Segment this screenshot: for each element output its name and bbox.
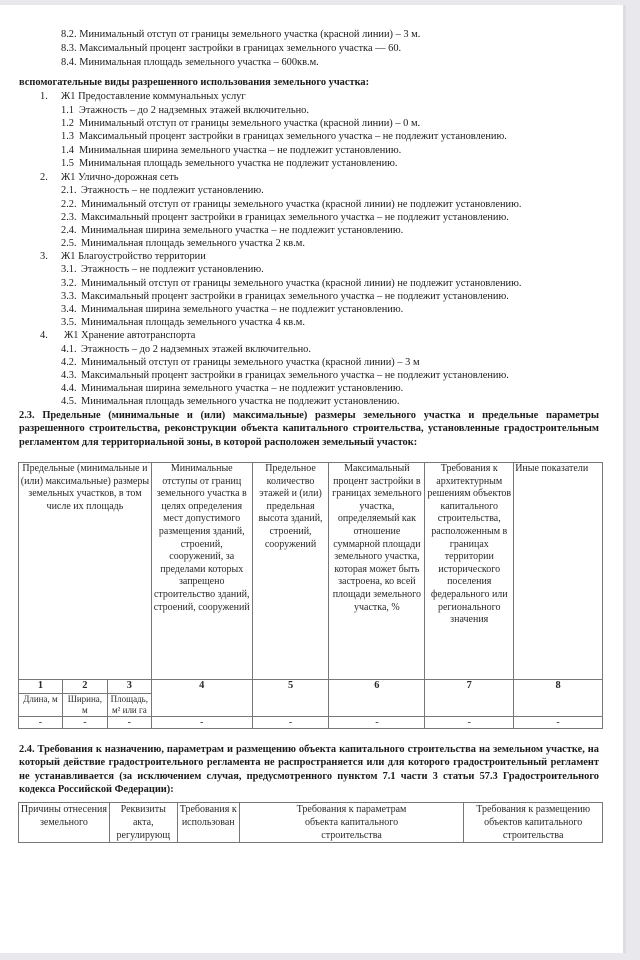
header-cell: Требования к архитектурным решениям объектов капитального строительства, расположенным в границах территории исторического поселения федерального или регионального значения	[425, 463, 514, 680]
list-item	[61, 343, 311, 356]
item-number: 4.2.	[61, 357, 77, 368]
item-text: Минимальная площадь земельного участка – 600кв.м.	[79, 57, 319, 68]
value-cell: -	[514, 716, 603, 728]
item-number: 8.4.	[61, 57, 77, 68]
header-cell	[177, 803, 239, 843]
group-number: 3.	[40, 251, 48, 262]
item-number: 3.2.	[61, 278, 77, 289]
item-text: Этажность – не подлежит установлению.	[81, 185, 264, 196]
item-number: 3.3.	[61, 291, 77, 302]
header-text: Требования к использован	[179, 804, 237, 828]
item-text: Минимальная ширина земельного участка – не подлежит установлению.	[81, 383, 404, 394]
item-number: 1.2	[61, 118, 74, 129]
section-2-4-heading: 2.4. Требования к назначению, параметрам и размещению объекта капитального строительства на земельном участке, на который действие градостроительного регламента не распространяется или для которого градостроительный регламент не устанавливается (за исключением случая, предусмотренного пунктом 7.1 части 3 статьи 57.3 Градостроительного кодекса Российской Федерации):	[19, 744, 599, 796]
list-item	[61, 184, 264, 197]
column-number: 4	[151, 680, 252, 717]
item-number: 1.1	[61, 105, 74, 116]
list-item	[61, 316, 305, 329]
header-cell: Минимальные отступы от границ земельного участка в целях определения мест допустимого размещения зданий, строений, сооружений, за пределами которых запрещено строительство зданий, строений, сооружений	[151, 463, 252, 680]
item-text: Минимальная площадь земельного участка 4 кв.м.	[81, 317, 305, 328]
column-number: 8	[514, 680, 603, 717]
value-cell: -	[252, 716, 329, 728]
item-number: 2.5.	[61, 238, 77, 249]
document-page	[0, 5, 626, 953]
item-text: Минимальная ширина земельного участка – не подлежит установлению.	[81, 304, 404, 315]
list-item	[61, 28, 420, 41]
list-item	[61, 369, 509, 382]
group-number: 4.	[40, 330, 48, 341]
column-number: 2	[62, 680, 107, 694]
header-cell: Максимальный процент застройки в границах земельного участка, определяемый как отношение суммарной площади земельного участка, которая может быть застроена, ко всей площади земельного участка, %	[329, 463, 425, 680]
item-text: Максимальный процент застройки в границах земельного участка – не подлежит установлению.	[81, 291, 509, 302]
item-text: Минимальный отступ от границы земельного участка (красной линии) не подлежит установлению.	[81, 199, 522, 210]
item-text: Этажность – до 2 надземных этажей включительно.	[81, 344, 311, 355]
item-text: Этажность – не подлежит установлению.	[81, 264, 264, 275]
item-number: 8.2.	[61, 29, 77, 40]
item-text: Минимальная ширина земельного участка – не подлежит установлению.	[81, 225, 404, 236]
requirements-table	[18, 802, 603, 843]
list-item	[61, 144, 401, 157]
item-number: 8.3.	[61, 43, 77, 54]
list-item	[61, 42, 401, 55]
item-number: 4.5.	[61, 396, 77, 407]
item-number: 4.3.	[61, 370, 77, 381]
item-number: 3.5.	[61, 317, 77, 328]
value-cell: -	[329, 716, 425, 728]
column-number: 7	[425, 680, 514, 717]
item-number: 1.5	[61, 158, 74, 169]
header-cell: Иные показатели	[514, 463, 603, 680]
item-number: 1.3	[61, 131, 74, 142]
column-number: 5	[252, 680, 329, 717]
list-item	[61, 237, 305, 250]
item-number: 4.1.	[61, 344, 77, 355]
item-text: Максимальный процент застройки в границах земельного участка – не подлежит установлению.	[81, 212, 509, 223]
list-item	[61, 395, 400, 408]
unit-cell: Ширина, м	[62, 693, 107, 716]
item-text: Минимальная площадь земельного участка не подлежит установлению.	[81, 396, 400, 407]
aux-heading: вспомогательные виды разрешенного использования земельного участка:	[19, 77, 370, 88]
list-item	[61, 277, 521, 290]
list-item	[61, 356, 420, 369]
value-cell: -	[107, 716, 151, 728]
header-cell	[109, 803, 177, 843]
group-title	[40, 250, 206, 263]
header-cell: Предельное количество этажей и (или) предельная высота зданий, строений, сооружений	[252, 463, 329, 680]
list-item	[61, 224, 403, 237]
list-item	[61, 263, 264, 276]
list-item	[61, 303, 403, 316]
header-cell	[19, 803, 110, 843]
group-title-text: Ж1 Предоставление коммунальных услуг	[61, 91, 246, 102]
unit-cell: Длина, м	[19, 693, 63, 716]
item-text: Минимальный отступ от границы земельного участка (красной линии) не подлежит установлению.	[81, 278, 522, 289]
list-item	[61, 104, 309, 117]
item-number: 2.1.	[61, 185, 77, 196]
section-2-3-heading: 2.3. Предельные (минимальные и (или) максимальные) размеры земельного участка и предельные параметры разрешенного строительства, реконструкции объекта капитального строительства, установленные градостроительным регламентом для территориальной зоны, в которой расположен земельный участок:	[19, 410, 599, 448]
item-text: Максимальный процент застройки в границах земельного участка – не подлежит установлению.	[81, 370, 509, 381]
group-title	[40, 171, 178, 184]
item-text: Минимальная площадь земельного участка не подлежит установлению.	[79, 158, 398, 169]
group-title	[40, 90, 246, 103]
group-number: 2.	[40, 172, 48, 183]
column-number: 3	[107, 680, 151, 694]
item-text: Минимальный отступ от границы земельного участка (красной линии) – 0 м.	[79, 118, 421, 129]
header-text: Реквизиты акта, регулирующ	[116, 804, 171, 841]
list-item	[61, 198, 521, 211]
value-cell: -	[151, 716, 252, 728]
item-number: 2.2.	[61, 199, 77, 210]
list-item	[61, 130, 507, 143]
item-text: Минимальный отступ от границы земельного участка (красной линии) – 3 м.	[79, 29, 421, 40]
list-item	[61, 211, 509, 224]
list-item	[61, 56, 319, 69]
list-item	[61, 382, 403, 395]
value-cell: -	[425, 716, 514, 728]
column-number: 1	[19, 680, 63, 694]
group-title-text: Ж1 Улично-дорожная сеть	[61, 172, 179, 183]
list-item	[61, 290, 509, 303]
item-text: Максимальный процент застройки в границах земельного участка – не подлежит установлению.	[79, 131, 507, 142]
value-cell: -	[19, 716, 63, 728]
group-number: 1.	[40, 91, 48, 102]
limits-table	[18, 462, 603, 729]
list-item	[61, 117, 420, 130]
column-number: 6	[329, 680, 425, 717]
item-text: Минимальная площадь земельного участка 2 кв.м.	[81, 238, 305, 249]
header-text: Требования к размещению объектов капитального строительства	[476, 804, 591, 841]
header-cell	[464, 803, 603, 843]
item-number: 2.3.	[61, 212, 77, 223]
item-text: Минимальный отступ от границы земельного участка (красной линии) – 3 м	[81, 357, 420, 368]
item-text: Максимальный процент застройки в границах земельного участка — 60.	[79, 43, 402, 54]
header-text: Требования к параметрам объекта капитального строительства	[296, 804, 407, 841]
group-title-text: Ж1 Хранение автотранспорта	[64, 330, 196, 341]
header-cell	[239, 803, 464, 843]
item-text: Минимальная ширина земельного участка – не подлежит установлению.	[79, 145, 402, 156]
item-number: 1.4	[61, 145, 74, 156]
item-number: 4.4.	[61, 383, 77, 394]
header-text: Причины отнесения земельного	[20, 804, 107, 828]
item-number: 3.4.	[61, 304, 77, 315]
item-text: Этажность – до 2 надземных этажей включительно.	[79, 105, 309, 116]
group-title	[40, 329, 195, 342]
list-item	[61, 157, 398, 170]
item-number: 2.4.	[61, 225, 77, 236]
group-title-text: Ж1 Благоустройство территории	[61, 251, 206, 262]
item-number: 3.1.	[61, 264, 77, 275]
header-cell: Предельные (минимальные и (или) максимальные) размеры земельных участков, в том числе их площадь	[19, 463, 152, 680]
value-cell: -	[62, 716, 107, 728]
unit-cell: Площадь, м² или га	[107, 693, 151, 716]
